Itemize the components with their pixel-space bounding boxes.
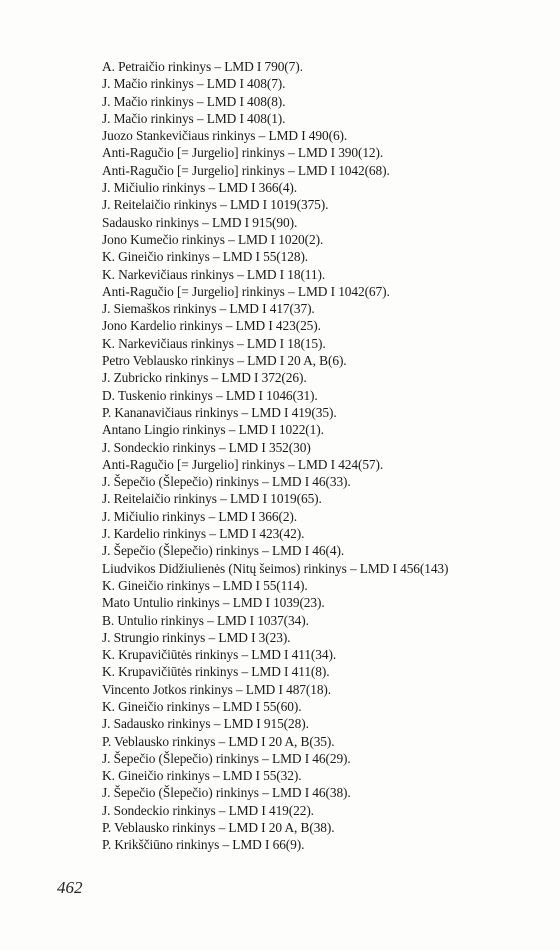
reference-entry: K. Gineičio rinkinys – LMD I 55(60).: [102, 698, 302, 714]
reference-entry: J. Zubricko rinkinys – LMD I 372(26).: [102, 370, 307, 386]
reference-entry: J. Šepečio (Šlepečio) rinkinys – LMD I 46(33).: [102, 474, 351, 490]
reference-entry: Anti-Ragučio [= Jurgelio] rinkinys – LMD I 390(12).: [102, 145, 384, 161]
reference-entry: J. Mačio rinkinys – LMD I 408(7).: [102, 76, 286, 92]
page-number: 462: [57, 878, 83, 897]
reference-entry: B. Untulio rinkinys – LMD I 1037(34).: [102, 612, 309, 628]
reference-entry: J. Kardelio rinkinys – LMD I 423(42).: [102, 526, 305, 542]
reference-entry: K. Gineičio rinkinys – LMD I 55(128).: [102, 249, 309, 265]
reference-entry: J. Siemaškos rinkinys – LMD I 417(37).: [102, 301, 315, 317]
reference-entry: J. Mačio rinkinys – LMD I 408(1).: [102, 110, 286, 126]
reference-entry: Jono Kumečio rinkinys – LMD I 1020(2).: [102, 231, 324, 247]
reference-entry: Jono Kardelio rinkinys – LMD I 423(25).: [102, 318, 321, 334]
reference-entry: K. Narkevičiaus rinkinys – LMD I 18(11).: [102, 266, 326, 282]
reference-entry: K. Krupavičiūtės rinkinys – LMD I 411(34).: [102, 647, 337, 663]
reference-entry: J. Mičiulio rinkinys – LMD I 366(2).: [102, 508, 298, 524]
reference-entry: J. Mačio rinkinys – LMD I 408(8).: [102, 93, 286, 109]
reference-entry: J. Reitelaičio rinkinys – LMD I 1019(375).: [102, 197, 329, 213]
reference-entry: J. Šepečio (Šlepečio) rinkinys – LMD I 46(4).: [102, 543, 345, 559]
reference-entry: K. Krupavičiūtės rinkinys – LMD I 411(8).: [102, 664, 330, 680]
reference-entry: J. Reitelaičio rinkinys – LMD I 1019(65).: [102, 491, 322, 507]
reference-entry: K. Narkevičiaus rinkinys – LMD I 18(15).: [102, 335, 326, 351]
reference-entry: K. Gineičio rinkinys – LMD I 55(32).: [102, 768, 302, 784]
collection-reference-list: [102, 58, 542, 854]
reference-entry: Juozo Stankevičiaus rinkinys – LMD I 490(6).: [102, 128, 348, 144]
reference-entry: J. Šepečio (Šlepečio) rinkinys – LMD I 46(29).: [102, 750, 351, 766]
reference-entry: P. Veblausko rinkinys – LMD I 20 A, B(35).: [102, 733, 335, 749]
reference-entry: J. Mičiulio rinkinys – LMD I 366(4).: [102, 180, 298, 196]
reference-entry: A. Petraičio rinkinys – LMD I 790(7).: [102, 59, 303, 74]
reference-entry: Anti-Ragučio [= Jurgelio] rinkinys – LMD I 424(57).: [102, 456, 384, 472]
reference-entry: Antano Lingio rinkinys – LMD I 1022(1).: [102, 422, 324, 438]
reference-entry: J. Šepečio (Šlepečio) rinkinys – LMD I 46(38).: [102, 785, 351, 801]
reference-entry: Anti-Ragučio [= Jurgelio] rinkinys – LMD I 1042(67).: [102, 283, 390, 299]
reference-entry: P. Krikščiūno rinkinys – LMD I 66(9).: [102, 837, 305, 853]
reference-entry: Sadausko rinkinys – LMD I 915(90).: [102, 214, 298, 230]
reference-entry: Petro Veblausko rinkinys – LMD I 20 A, B(6).: [102, 353, 347, 369]
reference-entry: J. Sadausko rinkinys – LMD I 915(28).: [102, 716, 309, 732]
reference-entry: P. Veblausko rinkinys – LMD I 20 A, B(38).: [102, 820, 335, 836]
reference-entry: J. Sondeckio rinkinys – LMD I 419(22).: [102, 802, 314, 818]
reference-entry: D. Tuskenio rinkinys – LMD I 1046(31).: [102, 387, 318, 403]
reference-entry: J. Strungio rinkinys – LMD I 3(23).: [102, 629, 291, 645]
reference-entry: Liudvikos Didžiulienės (Nitų šeimos) rinkinys – LMD I 456(143): [102, 560, 449, 576]
reference-entry: Mato Untulio rinkinys – LMD I 1039(23).: [102, 595, 325, 611]
reference-entry: Anti-Ragučio [= Jurgelio] rinkinys – LMD I 1042(68).: [102, 162, 390, 178]
reference-entry: P. Kananavičiaus rinkinys – LMD I 419(35).: [102, 404, 337, 420]
reference-entry: K. Gineičio rinkinys – LMD I 55(114).: [102, 577, 308, 593]
reference-entry: J. Sondeckio rinkinys – LMD I 352(30): [102, 439, 311, 455]
reference-entry: Vincento Jotkos rinkinys – LMD I 487(18).: [102, 681, 332, 697]
